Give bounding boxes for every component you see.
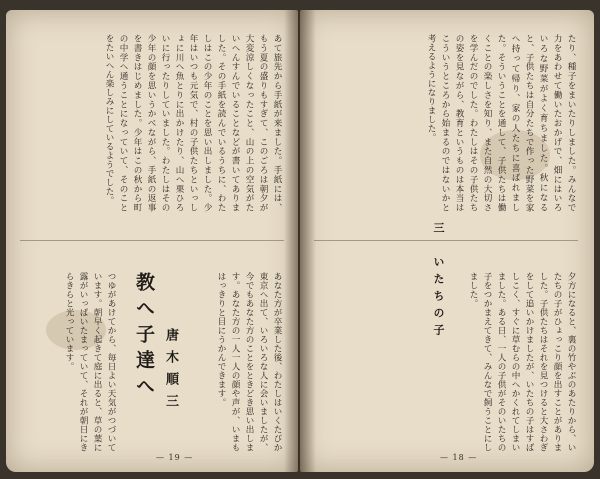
left-divider [20,240,284,241]
left-upper-text: あて旅先から手紙が来ました。手紙には、もう夏の盛りもすぎて、このごろは朝夕が大変涼しくなったこと、山の上の空気がたいへんすんでいることなどが書いてありました。その手紙を読んでいるうちに、わたしはこの少年のことを思い出しました。少年はいつも元気で、村の子供たちといっしょに川へ魚とりに出かけたり、山へ栗ひろいに行ったりしていました。わたしはその少年の顔を思いうかべながら、手紙の返事を書きはじめました。少年はこの秋から町の中学へ通うことになっていて、そのことをたいへん楽しみにしているようでした。 [104,34,282,212]
left-lower-text-2: つゆがあけてから、毎日よい天気がつづいています。朝早く起きて庭に出ると、草の葉に露がいっぱいたまっていて、それが朝日にきらきらと光っています。 [64,272,116,452]
right-upper-text: たり、種子をまいたりしました。みんなで力をあわせて働いたおかげで、畑にはいろいろな野菜がよく育ちました。秋になると、子供たちは自分たちで作った野菜を家へ持って帰り、家の人たちに喜ばれました。そういうことを通して、子供たちは働くことの楽しさを知り、また自然の大切さを学んだのでした。わたしはその子供たちの姿を見ながら、教育というものは本当はこういうところから始まるのではないかと考えるようになりました。 [426,34,576,212]
right-page-number: — 18 — [440,453,478,462]
left-page [6,10,298,472]
essay-title: 教へ子達へ [133,272,155,402]
left-page-number: — 19 — [156,453,194,462]
essay-author: 唐木順三 [163,328,178,416]
right-lower-text: 夕方になると、裏の竹やぶのあたりから、いたちの子がひょっこり顔を出すことがありました。子供たちはそれを見つけると大さわぎをして追いかけましたが、いたちの子はすばしこく、すぐに草むらの中へかくれてしまいました。ある日、一人の子供がそのいたちの子をつかまえてきて、みんなで飼うことにしました。 [468,272,576,452]
left-lower-text: あなた方が卒業した後、わたしはいくたびか東京へ出て、いろいろな人に会いましたが、今でもあなた方のことをときどき思い出します。あなた方の一人一人の顔や声が、いまもはっきりと目にうかんできます。 [216,272,282,452]
right-page [300,10,594,472]
section-heading: 三 いたちの子 [432,222,445,341]
right-divider [314,240,578,241]
